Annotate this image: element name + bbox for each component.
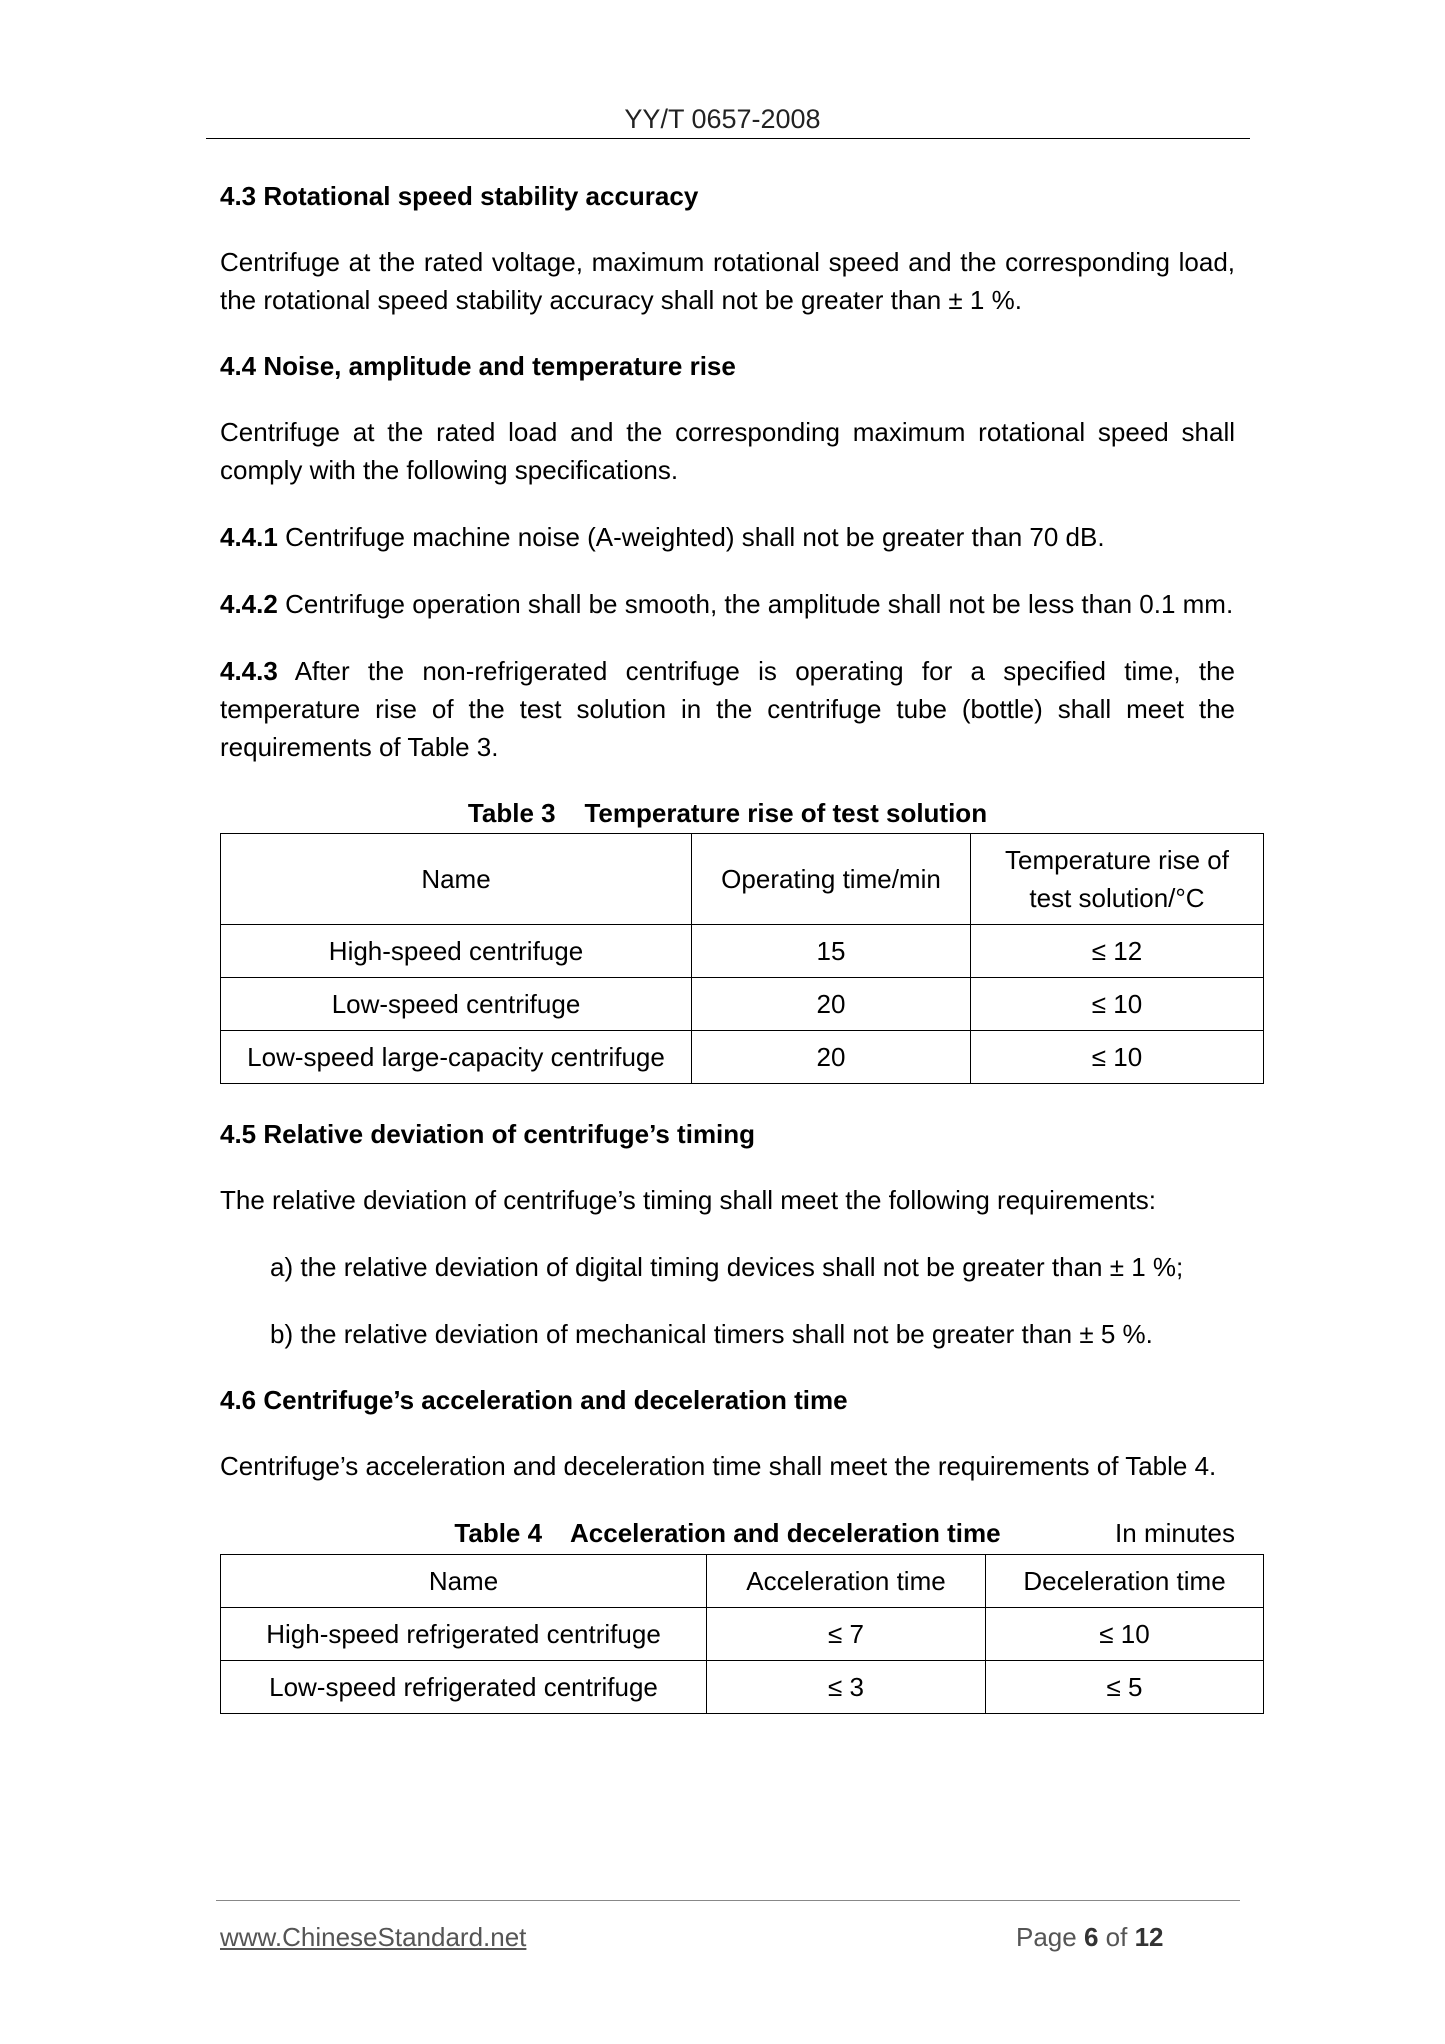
page-number	[1016, 1922, 1164, 1953]
page-current: 6	[1083, 1922, 1099, 1952]
table-cell: ≤ 10	[971, 1031, 1264, 1084]
section-4-4-text: Centrifuge at the rated load and the corresponding maximum rotational speed shall comply with the following specifications.	[220, 417, 1235, 485]
table-row	[221, 978, 1264, 1031]
table-cell: High-speed refrigerated centrifuge	[221, 1608, 707, 1661]
table-cell: ≤ 12	[971, 925, 1264, 978]
table-cell: High-speed centrifuge	[221, 925, 692, 978]
website-link[interactable]: www.ChineseStandard.net	[220, 1922, 527, 1952]
table-3-caption: Table 3 Temperature rise of test solution	[467, 798, 988, 828]
clause-4-4-1-number: 4.4.1	[220, 522, 278, 552]
table-row	[221, 1031, 1264, 1084]
section-4-3-heading: 4.3 Rotational speed stability accuracy	[220, 181, 699, 211]
table-4-unit: In minutes	[1115, 1518, 1235, 1548]
clause-4-4-3-number: 4.4.3	[220, 656, 278, 686]
footer-divider	[216, 1900, 1240, 1901]
section-4-5-text: The relative deviation of centrifuge’s timing shall meet the following requirements:	[220, 1185, 1156, 1215]
clause-4-4-2-number: 4.4.2	[220, 589, 278, 619]
page-prefix: Page	[1016, 1922, 1077, 1952]
page-of: of	[1105, 1922, 1128, 1952]
section-4-3-text: Centrifuge at the rated voltage, maximum rotational speed and the corresponding load, the rotational speed stability accuracy shall not be greater than ± 1 %.	[220, 247, 1235, 315]
clause-4-4-1-text: Centrifuge machine noise (A-weighted) shall not be greater than 70 dB.	[285, 522, 1105, 552]
section-4-6-text: Centrifuge’s acceleration and deceleration time shall meet the requirements of Table 4.	[220, 1451, 1217, 1481]
table-row	[221, 1608, 1264, 1661]
list-item: a) the relative deviation of digital timing devices shall not be greater than ± 1 %;	[270, 1252, 1184, 1282]
table-cell: ≤ 3	[707, 1661, 986, 1714]
header-divider	[206, 138, 1250, 139]
list-item: b) the relative deviation of mechanical timers shall not be greater than ± 5 %.	[270, 1319, 1153, 1349]
table-4-header-row	[221, 1555, 1264, 1608]
table-row	[221, 1661, 1264, 1714]
section-4-4-heading: 4.4 Noise, amplitude and temperature rise	[220, 351, 736, 381]
page-total: 12	[1134, 1922, 1164, 1952]
clause-4-4-2-text: Centrifuge operation shall be smooth, the amplitude shall not be less than 0.1 mm.	[285, 589, 1234, 619]
table-3-header-name: Name	[221, 834, 692, 925]
table-4	[220, 1554, 1264, 1714]
document-header-title: YY/T 0657-2008	[624, 104, 821, 134]
table-4-caption: Table 4 Acceleration and deceleration time	[454, 1518, 1001, 1548]
clause-4-4-3	[220, 652, 1235, 766]
table-cell: ≤ 5	[986, 1661, 1264, 1714]
table-cell: 20	[692, 978, 971, 1031]
clause-4-4-2	[220, 585, 1235, 623]
table-4-header-name: Name	[221, 1555, 707, 1608]
section-4-5-heading: 4.5 Relative deviation of centrifuge’s timing	[220, 1119, 756, 1149]
table-3-header-temp: Temperature rise of test solution/°C	[971, 834, 1264, 925]
table-3-header-row	[221, 834, 1264, 925]
table-cell: 20	[692, 1031, 971, 1084]
table-4-caption-row	[220, 1514, 1235, 1552]
clause-4-4-3-text: After the non-refrigerated centrifuge is operating for a specified time, the temperature rise of the test solution in the centrifuge tube (bottle) shall meet the requirements of Table 3.	[220, 656, 1236, 762]
section-4-6-heading: 4.6 Centrifuge’s acceleration and deceleration time	[220, 1385, 848, 1415]
table-cell: Low-speed large-capacity centrifuge	[221, 1031, 692, 1084]
table-4-header-accel: Acceleration time	[707, 1555, 986, 1608]
table-cell: Low-speed refrigerated centrifuge	[221, 1661, 707, 1714]
clause-4-4-1	[220, 518, 1235, 556]
table-row	[221, 925, 1264, 978]
page-content	[220, 178, 1235, 1714]
table-cell: ≤ 10	[971, 978, 1264, 1031]
table-cell: Low-speed centrifuge	[221, 978, 692, 1031]
table-cell: ≤ 10	[986, 1608, 1264, 1661]
table-4-header-decel: Deceleration time	[986, 1555, 1264, 1608]
table-cell: ≤ 7	[707, 1608, 986, 1661]
table-3	[220, 833, 1264, 1084]
table-3-header-time: Operating time/min	[692, 834, 971, 925]
table-cell: 15	[692, 925, 971, 978]
